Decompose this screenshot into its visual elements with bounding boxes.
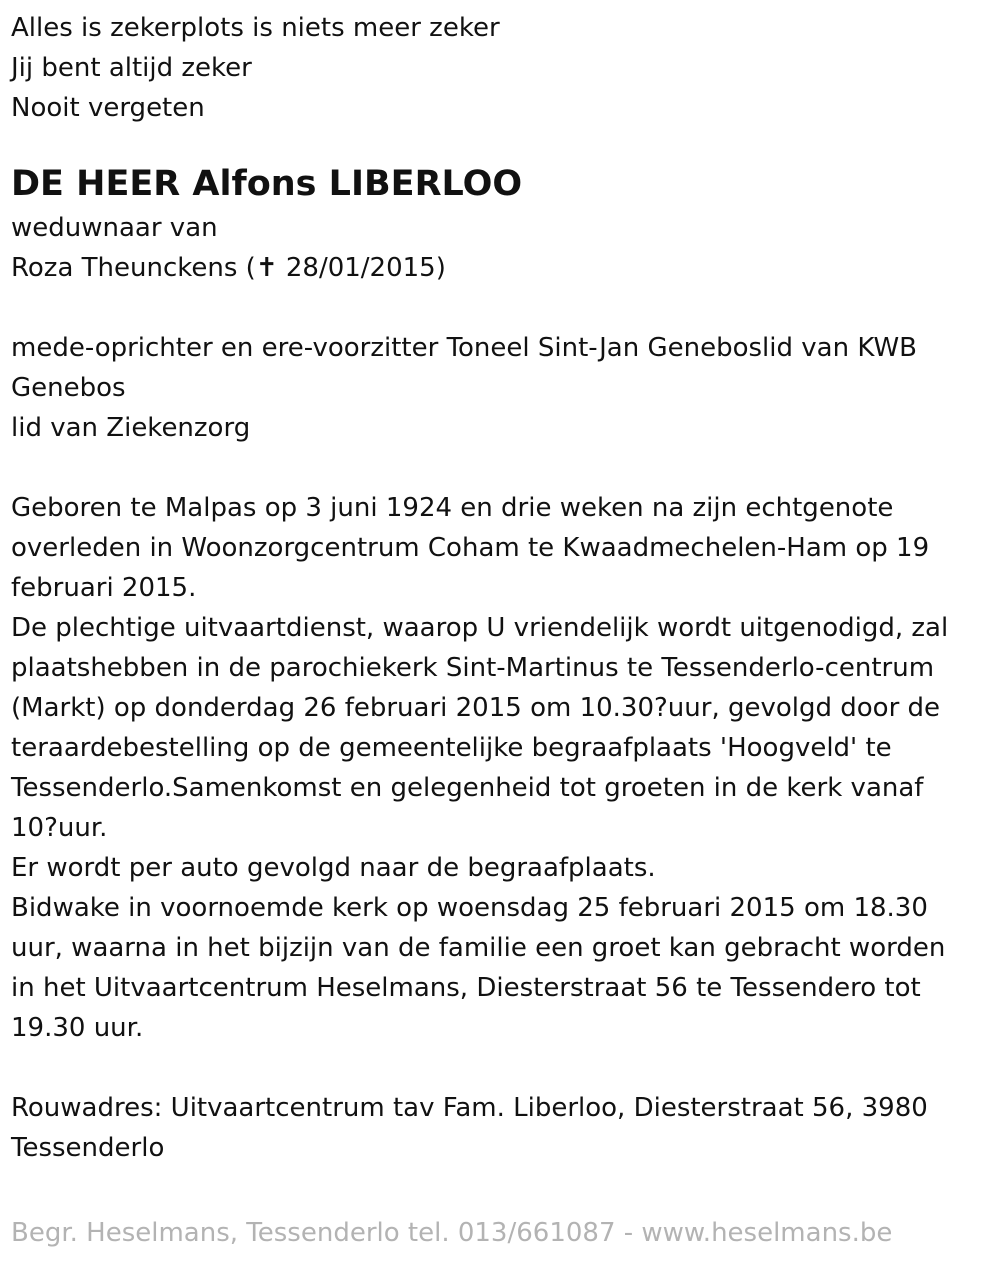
details-block xyxy=(11,488,970,1048)
membership-1: mede-oprichter en ere-voorzitter Toneel Sint-Jan Geneboslid van KWB Genebos xyxy=(11,333,917,403)
verse-line-1: Alles is zekerplots is niets meer zeker xyxy=(11,13,500,43)
funeral-service-paragraph: De plechtige uitvaartdienst, waarop U vriendelijk wordt uitgenodigd, zal plaatshebben in de parochiekerk Sint-Martinus te Tessenderlo-centrum (Markt) op donderdag 26 februari 2015 om 10.30?uur, gevolgd door de teraardebestelling op de gemeentelijke begraafplaats 'Hoogveld' te Tessenderlo.Samenkomst en gelegenheid tot groeten in de kerk vanaf 10?uur. xyxy=(11,613,949,843)
spacer xyxy=(11,1048,970,1088)
spouse-text: Roza Theunckens (✝ 28/01/2015) xyxy=(11,253,446,283)
birth-death-paragraph: Geboren te Malpas op 3 juni 1924 en drie weken na zijn echtgenote overleden in Woonzorgcentrum Coham te Kwaadmechelen-Ham op 19 februari 2015. xyxy=(11,493,930,603)
deceased-name: DE HEER Alfons LIBERLOO xyxy=(11,164,523,204)
memberships-block xyxy=(11,328,970,448)
verse-block xyxy=(11,8,970,128)
vigil-paragraph: Bidwake in voornoemde kerk op woensdag 25 februari 2015 om 18.30 uur, waarna in het bijzijn van de familie een groet kan gebracht worden in het Uitvaartcentrum Heselmans, Diesterstraat 56 te Tessendero tot 19.30 uur. xyxy=(11,893,946,1043)
membership-2: lid van Ziekenzorg xyxy=(11,413,251,443)
spacer xyxy=(11,288,970,328)
verse-line-2: Jij bent altijd zeker xyxy=(11,53,252,83)
mourning-address: Rouwadres: Uitvaartcentrum tav Fam. Liberloo, Diesterstraat 56, 3980 Tessenderlo xyxy=(11,1093,928,1163)
verse-line-3: Nooit vergeten xyxy=(11,93,205,123)
funeral-home-footer: Begr. Heselmans, Tessenderlo tel. 013/661087 - www.heselmans.be xyxy=(11,1218,893,1248)
spacer xyxy=(11,448,970,488)
relation-text: weduwnaar van xyxy=(11,213,218,243)
procession-paragraph: Er wordt per auto gevolgd naar de begraafplaats. xyxy=(11,853,656,883)
